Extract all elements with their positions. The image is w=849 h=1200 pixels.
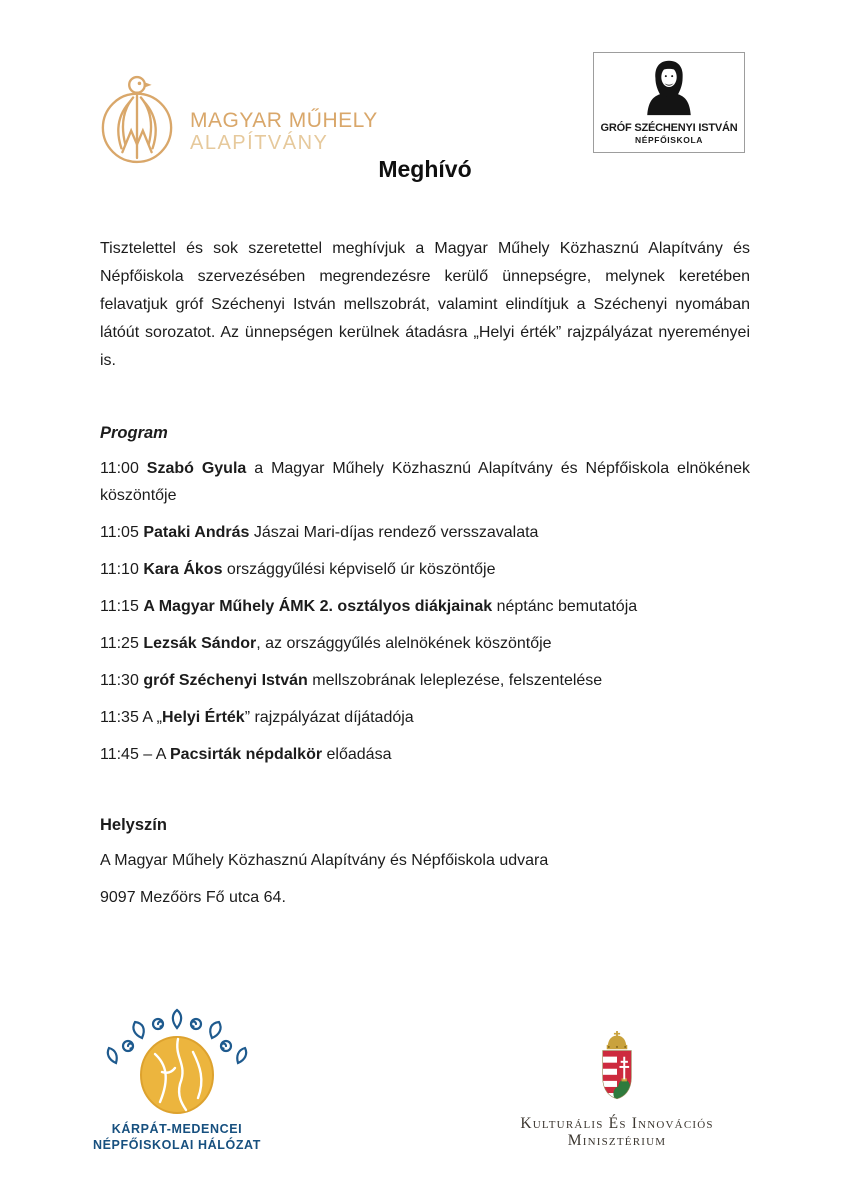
ministry-logo-line1: Kulturális És Innovációs <box>520 1115 714 1132</box>
hungarian-coat-of-arms-icon <box>594 1030 640 1104</box>
program-item-time: 11:05 <box>100 524 139 541</box>
program-item-highlight: Kara Ákos <box>143 561 223 578</box>
network-logo <box>92 1008 262 1153</box>
network-logo-line1: KÁRPÁT-MEDENCEI <box>111 1122 243 1136</box>
program-item: 11:30 gróf Széchenyi István mellszobrának leleplezése, felszentelése <box>100 672 603 689</box>
program-item-time: 11:30 <box>100 672 139 689</box>
mmha-logo-line2: ALAPÍTVÁNY <box>190 131 329 154</box>
program-list <box>100 455 750 768</box>
program-item: 11:15 A Magyar Műhely ÁMK 2. osztályos diákjainak néptánc bemutatója <box>100 598 638 615</box>
program-item-highlight: Pataki András <box>143 524 250 541</box>
network-logo-line2: NÉPFŐISKOLAI HÁLÓZAT <box>92 1138 261 1152</box>
program-item: 11:00 Szabó Gyula a Magyar Műhely Közhasznú Alapítvány és Népfőiskola elnökének köszöntője <box>100 460 751 504</box>
program-item-highlight: Helyi Érték <box>161 709 245 726</box>
program-item-highlight: Szabó Gyula <box>146 460 247 477</box>
program-heading: Program <box>100 424 168 442</box>
program-item: 11:10 Kara Ákos országgyűlési képviselő úr köszöntője <box>100 561 496 578</box>
mmha-logo-line1: MAGYAR MŰHELY <box>190 109 378 133</box>
intro-paragraph: Tisztelettel és sok szeretettel meghívjuk a Magyar Műhely Közhasznú Alapítvány és Népfőiskola szervezésében megrendezésre kerülő ünnepségre, melynek keretében felavatjuk gróf Széchenyi István mellszobrát, valamint elindítjuk a Széchenyi nyomában látóút sorozatot. Az ünnepségen kerülnek átadásra „Helyi érték” rajzpályázat nyereményei is. <box>100 240 750 369</box>
venue-address-line: 9097 Mezőörs Fő utca 64. <box>100 889 286 906</box>
program-item-time: 11:25 <box>100 635 139 652</box>
program-item-highlight: gróf Széchenyi István <box>143 672 308 689</box>
program-item-highlight: Pacsirták népdalkör <box>170 746 323 763</box>
program-item-time: 11:45 <box>100 746 139 763</box>
program-item: 11:05 Pataki András Jászai Mari-díjas rendező versszavalata <box>100 524 539 541</box>
page-title: Meghívó <box>378 156 472 182</box>
program-item-time: 11:00 <box>100 460 139 477</box>
program-item: 11:25 Lezsák Sándor, az országgyűlés alelnökének köszöntője <box>100 635 552 652</box>
document-body <box>100 0 750 921</box>
program-item-highlight: Lezsák Sándor <box>143 635 257 652</box>
program-item-time: 11:35 <box>100 709 139 726</box>
program-item-time: 11:15 <box>100 598 139 615</box>
program-item-highlight: A Magyar Műhely ÁMK 2. osztályos diákjainak <box>143 598 493 615</box>
program-item-time: 11:10 <box>100 561 139 578</box>
venue-name-line: A Magyar Műhely Közhasznú Alapítvány és Népfőiskola udvara <box>100 852 549 869</box>
ministry-logo <box>510 1030 724 1149</box>
program-item: 11:45 – A Pacsirták népdalkör előadása <box>100 746 392 763</box>
szechenyi-logo-line2: NÉPFŐISKOLA <box>635 135 703 145</box>
ministry-logo-line2: Minisztérium <box>567 1132 667 1149</box>
szechenyi-logo-line1: GRÓF SZÉCHENYI ISTVÁN <box>600 122 738 134</box>
venue-heading: Helyszín <box>100 816 167 834</box>
carpathian-basin-map-icon <box>92 1008 262 1116</box>
program-item: 11:35 A „Helyi Érték” rajzpályázat díjátadója <box>100 709 414 726</box>
